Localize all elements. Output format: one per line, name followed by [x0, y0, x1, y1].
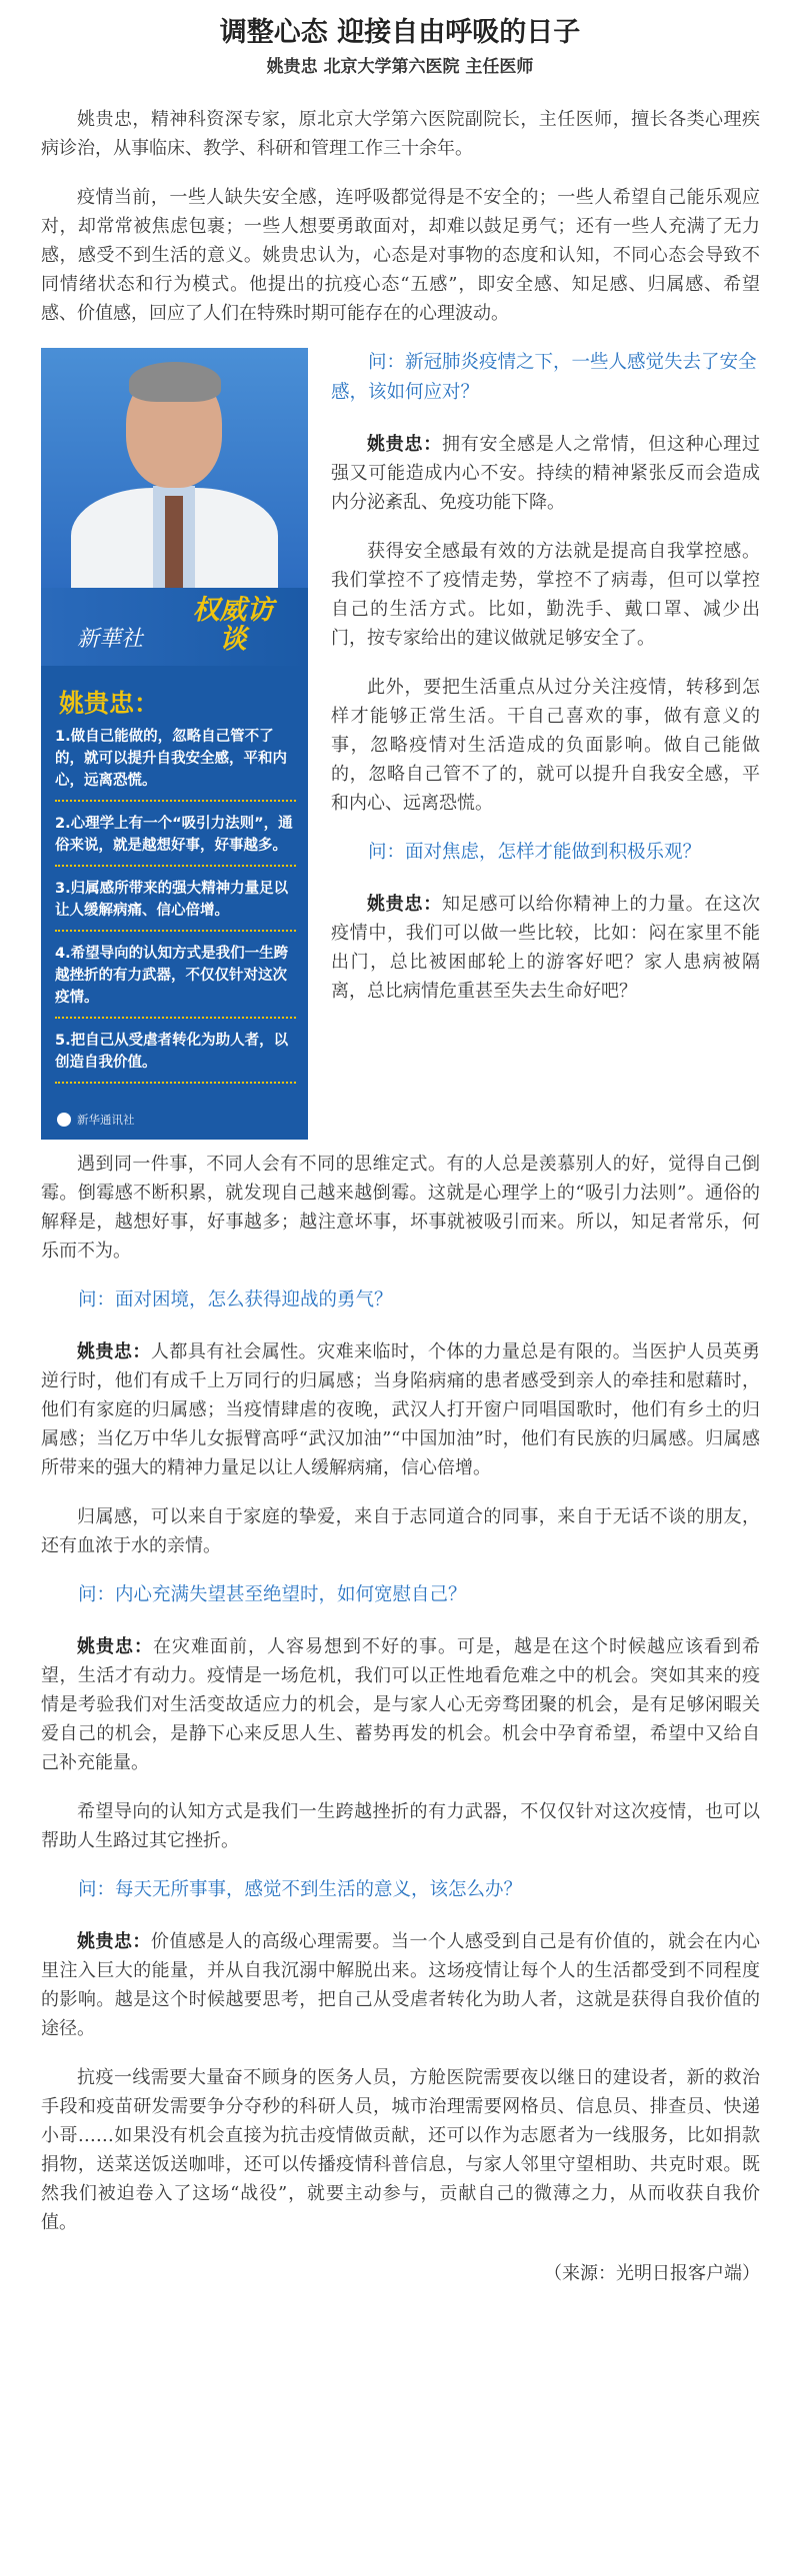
card-point: 4.希望导向的认知方式是我们一生跨越挫折的有力武器，不仅仅针对这次疫情。 [41, 943, 308, 1030]
intro-paragraph: 疫情当前，一些人缺失安全感，连呼吸都觉得是不安全的；一些人希望自己能乐观应对，却常常被焦虑包裹；一些人想要勇敢面对，却难以鼓足勇气；还有一些人充满了无力感，感受不到生活的意义。姚贵忠认为，心态是对事物的态度和认知，不同心态会导致不同情绪状态和行为模式。他提出的抗疫心态“五感”，即安全感、知足感、归属感、希望感、价值感，回应了人们在特殊时期可能存在的心理波动。 [41, 187, 760, 324]
card-point: 2.心理学上有一个“吸引力法则”，通俗来说，就是越想好事，好事越多。 [41, 813, 308, 878]
interview-question: 问：新冠肺炎疫情之下，一些人感觉失去了安全感，该如何应对？ [331, 352, 757, 403]
interview-card [41, 348, 308, 1140]
article-body [0, 105, 800, 2237]
answer-paragraph: 此外，要把生活重点从过分关注疫情，转移到怎样才能够正常生活。干自己喜欢的事，做有意义的事，忽略疫情对生活造成的负面影响。做自己能做的，忽略自己管不了的，就可以提升自我安全感，平和内心、远离恐慌。 [331, 677, 760, 814]
card-point: 1.做自己能做的，忽略自己管不了的，就可以提升自我安全感，平和内心，远离恐慌。 [41, 726, 308, 813]
interview-question: 问：每天无所事事，感觉不到生活的意义，该怎么办？ [78, 1879, 523, 1900]
article-source: （来源：光明日报客户端） [544, 2263, 760, 2284]
card-brand-banner [41, 588, 308, 666]
answer-paragraph: 获得安全感最有效的方法就是提高自我掌控感。我们掌控不了疫情走势，掌控不了病毒，但可以掌控自己的生活方式。比如，勤洗手、戴口罩、减少出门，按专家给出的建议做就足够安全了。 [331, 541, 760, 649]
xinhua-mark-icon [57, 1113, 71, 1127]
answer-paragraph: 归属感，可以来自于家庭的挚爱，来自于志同道合的同事，来自于无话不谈的朋友，还有血浓于水的亲情。 [41, 1506, 760, 1556]
interview-question: 问：面对焦虑，怎样才能做到积极乐观？ [368, 842, 702, 863]
interview-badge: 权威访谈 [192, 595, 274, 655]
doctor-portrait [41, 348, 308, 588]
xinhua-logo: 新華社 [77, 627, 144, 652]
interview-question: 问：面对困境，怎么获得迎战的勇气？ [78, 1289, 393, 1310]
article-title: 调整心态 迎接自由呼吸的日子 [219, 17, 581, 48]
interview-answer: 姚贵忠：在灾难面前，人容易想到不好的事。可是，越是在这个时候越应该看到希望，生活才有动力。疫情是一场危机，我们可以正性地看危难之中的机会。突如其来的疫情是考验我们对生活变故适应力的机会，是与家人心无旁骛团聚的机会，是有足够闲暇关爱自己的机会，是静下心来反思人生、蓄势再发的机会。机会中孕育希望，希望中又给自己补充能量。 [41, 1636, 760, 1773]
answer-paragraph: 希望导向的认知方式是我们一生跨越挫折的有力武器，不仅仅针对这次疫情，也可以帮助人生路过其它挫折。 [41, 1801, 760, 1851]
interview-answer: 姚贵忠：价值感是人的高级心理需要。当一个人感受到自己是有价值的，就会在内心里注入巨大的能量，并从自我沉溺中解脱出来。这场疫情让每个人的生活都受到不同程度的影响。越是这个时候越要思考，把自己从受虐者转化为助人者，这就是获得自我价值的途径。 [41, 1931, 760, 2039]
author-byline: 姚贵忠 北京大学第六医院 主任医师 [266, 57, 534, 77]
interview-question: 问：内心充满失望甚至绝望时，如何宽慰自己？ [78, 1584, 467, 1605]
answer-paragraph: 抗疫一线需要大量奋不顾身的医务人员，方舱医院需要夜以继日的建设者，新的救治手段和疫苗研发需要争分夺秒的科研人员，城市治理需要网格员、信息员、排查员、快递小哥……如果没有机会直接为抗击疫情做贡献，还可以作为志愿者为一线服务，比如捐款捐物，送菜送饭送咖啡，还可以传播疫情科普信息，与家人邻里守望相助、共克时艰。既然我们被迫卷入了这场“战役”，就要主动参与，贡献自己的微薄之力，从而收获自我价值。 [41, 2067, 760, 2233]
card-point: 5.把自己从受虐者转化为助人者，以创造自我价值。 [41, 1030, 308, 1095]
answer-paragraph: 遇到同一件事，不同人会有不同的思维定式。有的人总是羡慕别人的好，觉得自己倒霉。倒霉感不断积累，就发现自己越来越倒霉。这就是心理学上的“吸引力法则”。通俗的解释是，越想好事，好事越多；越注意坏事，坏事就被吸引而来。所以，知足者常乐，何乐而不为。 [41, 1154, 760, 1262]
card-footer: 新华通讯社 [57, 1112, 135, 1128]
intro-paragraph: 姚贵忠，精神科资深专家，原北京大学第六医院副院长，主任医师，擅长各类心理疾病诊治，从事临床、教学、科研和管理工作三十余年。 [41, 109, 760, 159]
interview-answer: 姚贵忠：拥有安全感是人之常情，但这种心理过强又可能造成内心不安。持续的精神紧张反而会造成内分泌紊乱、免疫功能下降。 [331, 434, 760, 513]
interview-answer: 姚贵忠：知足感可以给你精神上的力量。在这次疫情中，我们可以做一些比较，比如：闷在家里不能出门，总比被困邮轮上的游客好吧？家人患病被隔离，总比病情危重甚至失去生命好吧？ [331, 894, 760, 1002]
card-interviewee-name: 姚贵忠： [59, 689, 160, 718]
card-point: 3.归属感所带来的强大精神力量足以让人缓解病痛、信心倍增。 [41, 878, 308, 943]
interview-answer: 姚贵忠：人都具有社会属性。灾难来临时，个体的力量总是有限的。当医护人员英勇逆行时，他们有成千上万同行的归属感；当身陷病痛的患者感受到亲人的牵挂和慰藉时，他们有家庭的归属感；当疫情肆虐的夜晚，武汉人打开窗户同唱国歌时，他们有乡土的归属感；当亿万中华儿女振臂高呼“武汉加油”“中国加油”时，他们有民族的归属感。归属感所带来的强大的精神力量足以让人缓解病痛，信心倍增。 [41, 1341, 760, 1478]
